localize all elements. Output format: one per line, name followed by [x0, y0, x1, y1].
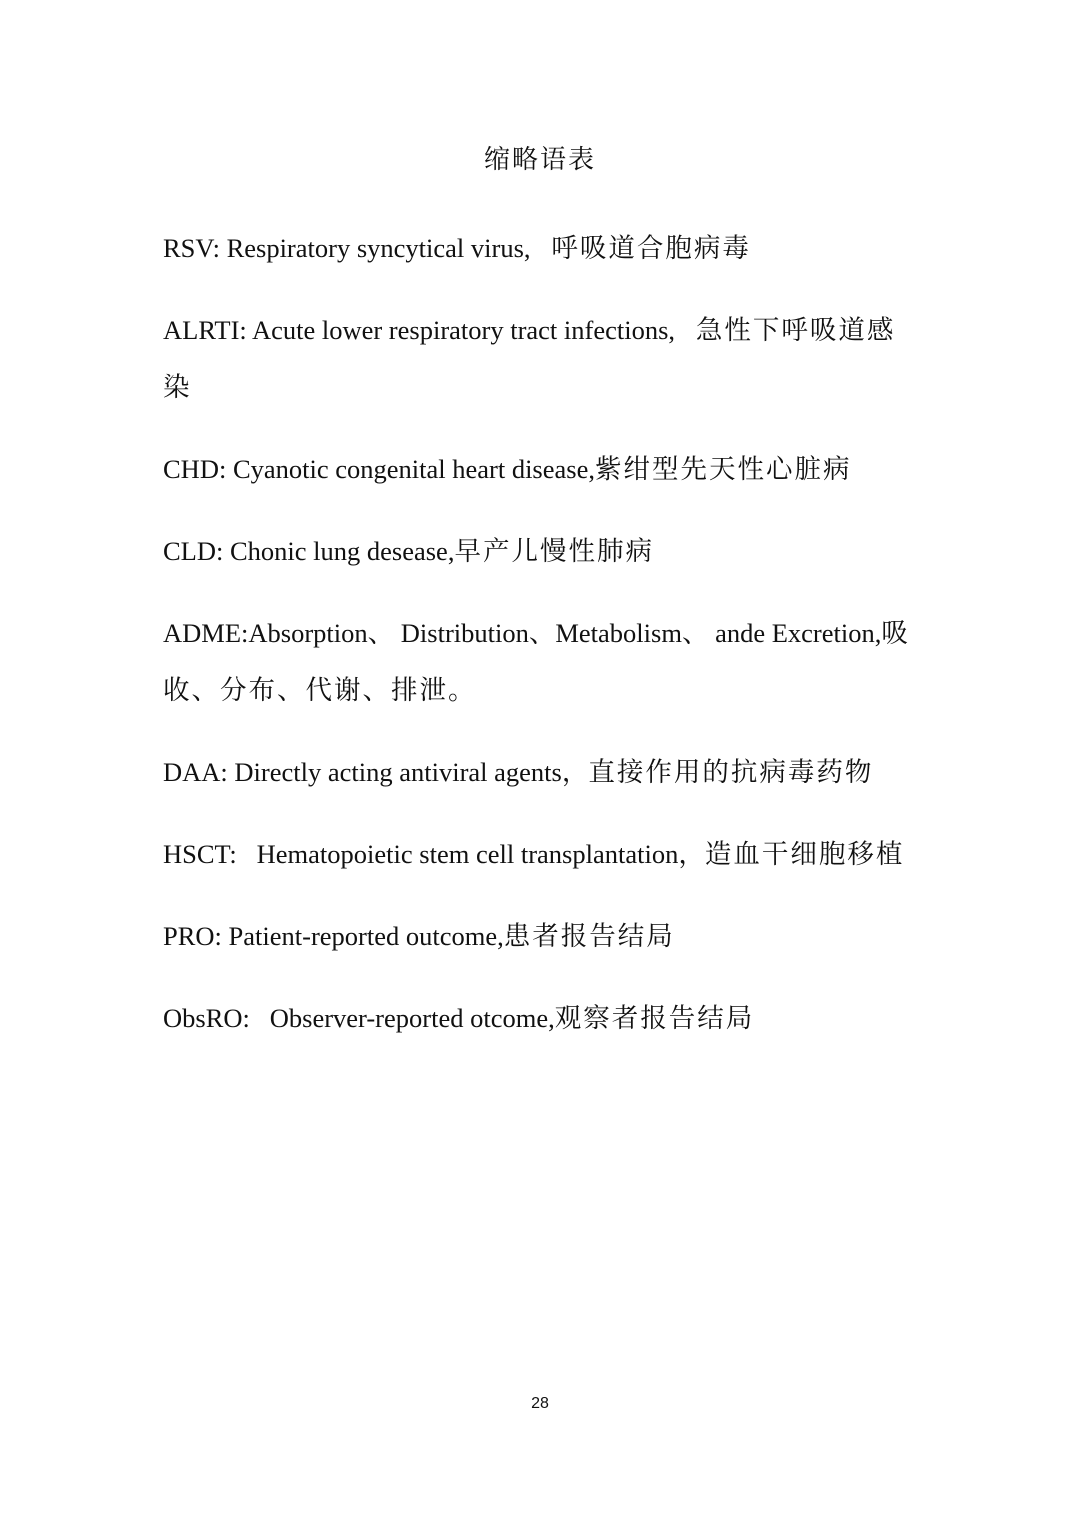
entry-term: ALRTI: Acute lower respiratory tract infections, — [163, 315, 676, 345]
entry-term: ObsRO: Observer-reported otcome, — [163, 1003, 555, 1033]
entry-translation: 紫绀型先天性心脏病 — [594, 454, 852, 485]
abbreviation-list — [163, 220, 918, 1072]
entry-term: ADME:Absorption、 Distribution、Metabolism、 ande Excretion, — [163, 618, 882, 648]
entry-translation: 呼吸道合胞病毒 — [530, 233, 751, 264]
entry-term: HSCT: Hematopoietic stem cell transplantation， — [163, 839, 705, 869]
abbreviation-entry-alrti — [163, 302, 918, 416]
abbreviation-entry-rsv — [163, 220, 918, 277]
entry-translation: 早产儿慢性肺病 — [454, 536, 654, 567]
abbreviation-entry-daa — [163, 744, 918, 801]
abbreviation-entry-obsro — [163, 990, 918, 1047]
abbreviation-entry-chd — [163, 441, 918, 498]
entry-translation: 观察者报告结局 — [554, 1003, 755, 1034]
page-number: 28 — [531, 1395, 549, 1412]
entry-translation: 吸收、分布、代谢、排泄。 — [163, 618, 910, 706]
entry-translation: 造血干细胞移植 — [704, 839, 905, 870]
entry-translation: 直接作用的抗病毒药物 — [588, 757, 874, 788]
page-title: 缩略语表 — [483, 145, 596, 175]
abbreviation-entry-pro — [163, 908, 918, 965]
entry-term: CLD: Chonic lung desease, — [163, 536, 455, 566]
entry-term: CHD: Cyanotic congenital heart disease, — [163, 454, 595, 484]
abbreviation-entry-adme — [163, 605, 918, 719]
entry-term: RSV: Respiratory syncytical virus, — [163, 233, 531, 263]
abbreviation-entry-hsct — [163, 826, 918, 883]
entry-term: PRO: Patient-reported outcome, — [163, 921, 504, 951]
abbreviation-entry-cld — [163, 523, 918, 580]
entry-term: DAA: Directly acting antiviral agents， — [163, 757, 589, 787]
entry-translation: 急性下呼吸道感染 — [163, 315, 896, 403]
entry-translation: 患者报告结局 — [503, 921, 675, 952]
